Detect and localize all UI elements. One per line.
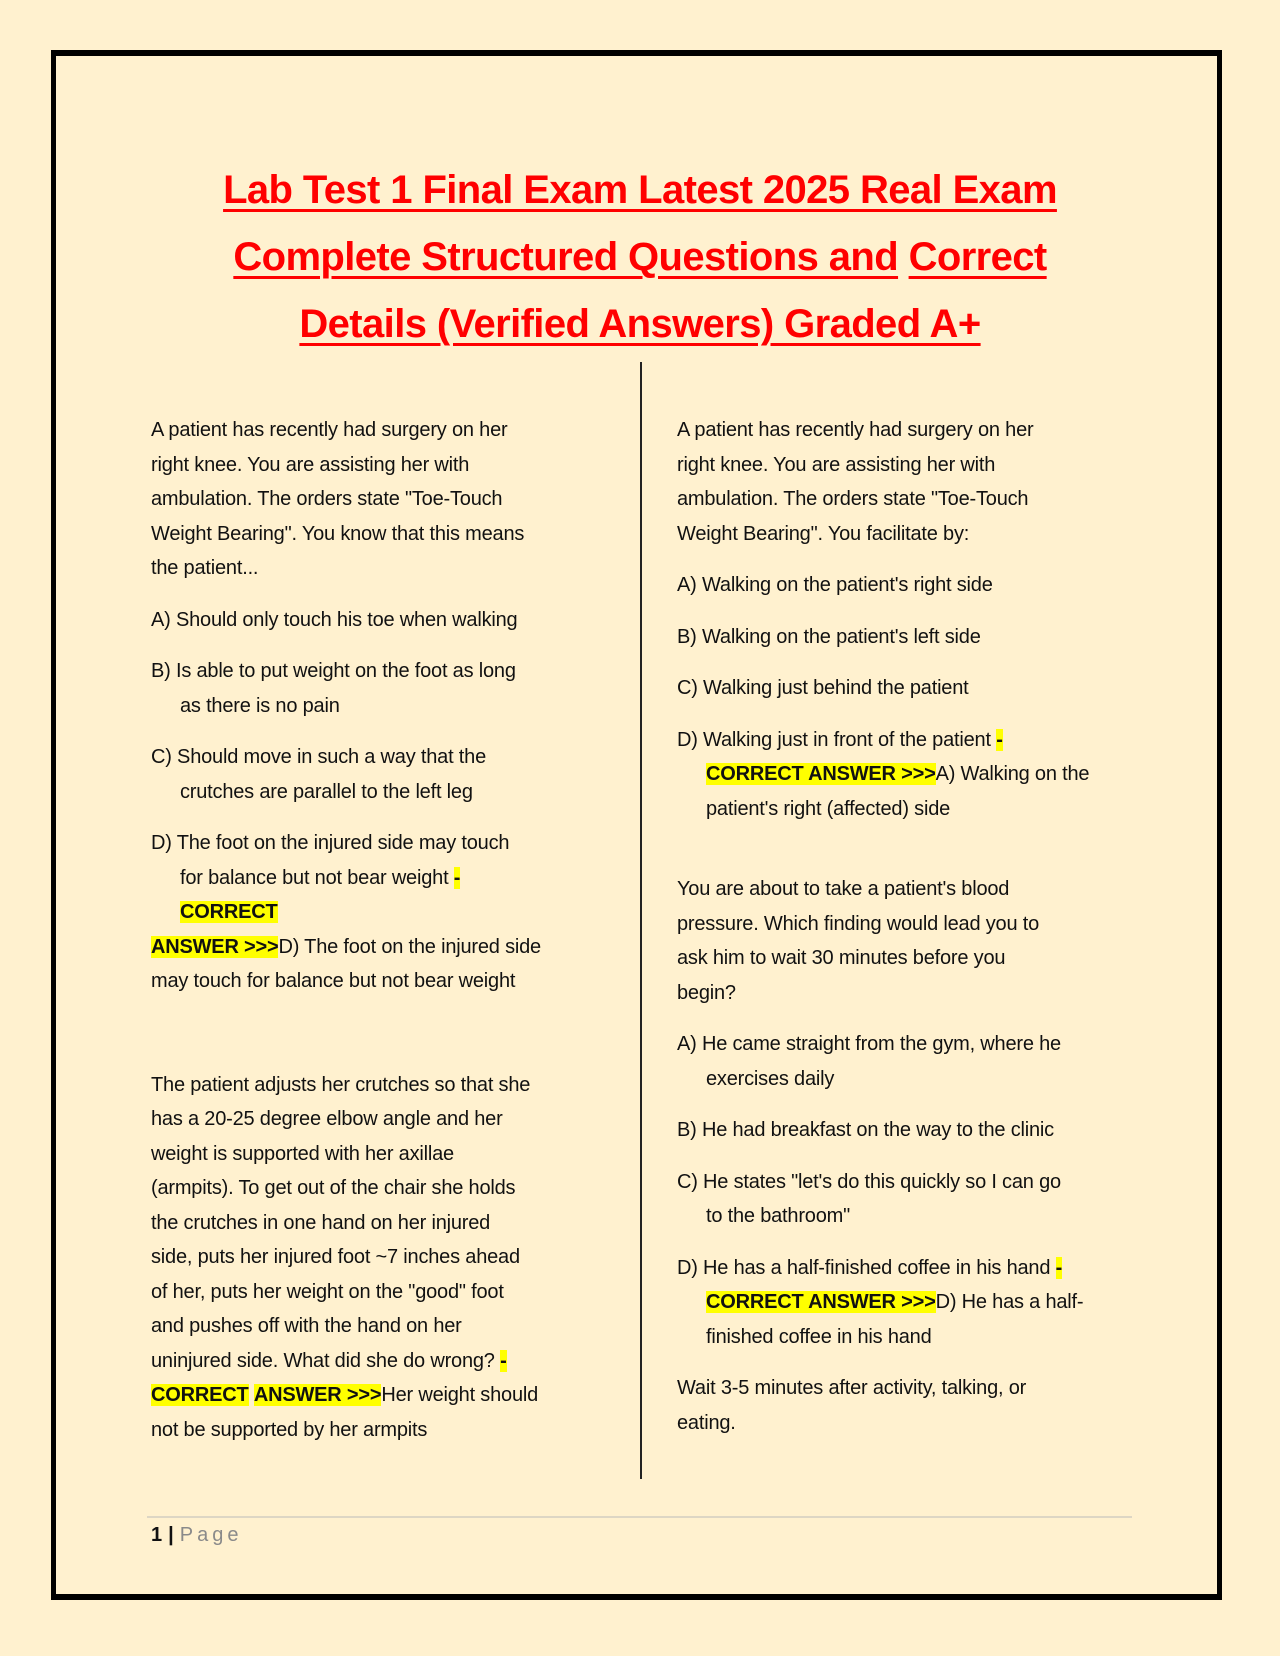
text-line [151, 448, 611, 483]
spacer [677, 843, 1147, 872]
text-line [151, 517, 611, 552]
text-segment: the crutches in one hand on her injured [151, 1211, 491, 1234]
text-segment: C) He states "let's do this quickly so I can go [677, 1170, 1061, 1193]
text-line [151, 895, 611, 930]
text-line [677, 872, 1147, 907]
text-line [677, 1251, 1147, 1286]
title-line [0, 227, 1280, 294]
text-line [151, 964, 611, 999]
text-line [151, 1309, 611, 1344]
text-line [151, 413, 611, 448]
text-segment: side, puts her injured foot ~7 inches ahead [151, 1246, 520, 1268]
title-line [0, 160, 1280, 227]
text-line [677, 723, 1147, 758]
page-label: Page [179, 1524, 243, 1546]
text-line [151, 551, 611, 586]
page-footer [151, 1522, 242, 1548]
text-line [677, 517, 1147, 552]
text-segment: A patient has recently had surgery on her [677, 419, 1034, 441]
answer-option [677, 1113, 1147, 1148]
text-line [151, 1275, 611, 1310]
text-segment: pressure. Which finding would lead you to [677, 912, 1040, 935]
text-line [151, 740, 611, 775]
text-segment: Weight Bearing". You know that this means [151, 522, 525, 545]
text-segment: A) Walking on the [935, 763, 1090, 785]
text-segment: as there is no pain [180, 694, 340, 717]
answer-option [151, 654, 611, 723]
text-segment: D) He has a half-finished coffee in his hand [677, 1256, 1056, 1279]
question-paragraph [677, 872, 1147, 1010]
footer-separator: | [168, 1524, 174, 1546]
text-segment: may touch for balance but not bear weight [151, 970, 516, 992]
answer-option [677, 620, 1147, 655]
correct-answer-highlight: CORRECT [180, 901, 278, 923]
correct-answer-highlight: CORRECT ANSWER >>> [706, 1291, 936, 1313]
text-line [677, 1406, 1147, 1441]
answer-option [151, 740, 611, 809]
text-line [151, 1344, 611, 1379]
correct-answer-highlight: CORRECT ANSWER >>> [706, 763, 936, 785]
answer-option [677, 1165, 1147, 1234]
text-segment: right knee. You are assisting her with [677, 453, 996, 476]
text-line [677, 976, 1147, 1011]
text-segment: Her weight should [381, 1384, 539, 1406]
text-segment: B) He had breakfast on the way to the clinic [677, 1119, 1054, 1141]
text-line [151, 689, 611, 724]
correct-answer-highlight: - [453, 866, 461, 889]
text-segment: patient's right (affected) side [706, 797, 951, 820]
text-line [677, 757, 1147, 792]
text-segment: D) Walking just in front of the patient [677, 728, 997, 751]
text-segment: D) He has a half- [935, 1291, 1084, 1313]
text-line [677, 413, 1147, 448]
text-segment: uninjured side. What did she do wrong? [151, 1349, 501, 1372]
text-segment: Wait 3-5 minutes after activity, talking, or [677, 1377, 1027, 1399]
document-title [0, 160, 1280, 361]
text-line [151, 1102, 611, 1137]
title-text: Details (Verified Answers) Graded A+ [299, 302, 981, 346]
text-line [677, 1113, 1147, 1148]
text-line [151, 1171, 611, 1206]
text-line [677, 482, 1147, 517]
page-number: 1 [151, 1524, 163, 1546]
text-segment: You are about to take a patient's blood [677, 878, 1010, 900]
text-line [151, 1413, 611, 1448]
text-segment: right knee. You are assisting her with [151, 453, 470, 476]
text-segment: The patient adjusts her crutches so that she [151, 1073, 531, 1096]
correct-answer-highlight: ANSWER >>> [253, 1384, 382, 1406]
footer-rule [147, 1516, 1132, 1518]
text-segment: crutches are parallel to the left leg [180, 780, 473, 803]
text-line [151, 603, 611, 638]
title-text: Lab Test 1 Final Exam Latest 2025 Real Exam [223, 168, 1057, 212]
text-segment: the patient... [151, 557, 259, 579]
text-segment: and pushes off with the hand on her [151, 1315, 462, 1337]
text-segment: D) The foot on the injured side may touch [151, 832, 510, 854]
text-segment: (armpits). To get out of the chair she holds [151, 1177, 516, 1199]
text-segment: Weight Bearing". You facilitate by: [677, 522, 970, 545]
text-line [677, 941, 1147, 976]
text-segment: begin? [677, 981, 736, 1004]
text-line [151, 930, 611, 965]
text-segment: to the bathroom" [706, 1205, 850, 1227]
text-line [677, 568, 1147, 603]
text-segment: not be supported by her armpits [151, 1418, 428, 1441]
title-text: Complete Structured Questions and [233, 235, 899, 279]
text-segment: A) Should only touch his toe when walking [151, 608, 518, 631]
text-line [677, 792, 1147, 827]
text-segment: exercises daily [706, 1067, 835, 1090]
text-line [151, 775, 611, 810]
text-line [677, 1371, 1147, 1406]
text-line [677, 1062, 1147, 1097]
text-segment: D) The foot on the injured side [278, 935, 541, 958]
text-line [677, 1320, 1147, 1355]
text-segment: has a 20-25 degree elbow angle and her [151, 1108, 503, 1130]
text-segment: ask him to wait 30 minutes before you [677, 947, 1006, 969]
question-paragraph [151, 1068, 611, 1448]
text-line [151, 654, 611, 689]
column-divider [640, 362, 642, 1479]
text-line [151, 1206, 611, 1241]
text-segment: A) Walking on the patient's right side [677, 574, 993, 596]
text-line [151, 482, 611, 517]
text-segment: weight is supported with her axillae [151, 1142, 454, 1165]
text-line [151, 826, 611, 861]
correct-answer-highlight: - [1055, 1256, 1063, 1279]
correct-answer-highlight: - [996, 728, 1003, 751]
text-line [677, 671, 1147, 706]
text-segment: of her, puts her weight on the "good" foot [151, 1280, 504, 1303]
text-segment: A) He came straight from the gym, where he [677, 1033, 1061, 1055]
title-line [0, 294, 1280, 361]
question-paragraph [151, 413, 611, 586]
answer-option [677, 1027, 1147, 1096]
text-segment: for balance but not bear weight [180, 866, 454, 889]
correct-answer-highlight: CORRECT [151, 1384, 249, 1406]
text-line [151, 1378, 611, 1413]
text-segment: ambulation. The orders state "Toe-Touch [151, 488, 503, 510]
text-segment: B) Walking on the patient's left side [677, 625, 981, 648]
text-line [151, 861, 611, 896]
answer-option [677, 723, 1147, 827]
text-line [677, 907, 1147, 942]
text-line [151, 1137, 611, 1172]
answer-option [151, 603, 611, 638]
question-paragraph [677, 413, 1147, 551]
text-line [677, 1285, 1147, 1320]
text-segment: ambulation. The orders state "Toe-Touch [677, 488, 1029, 510]
answer-option [677, 671, 1147, 706]
text-line [677, 1165, 1147, 1200]
text-line [677, 1027, 1147, 1062]
spacer [151, 1016, 611, 1068]
text-line [151, 1068, 611, 1103]
question-paragraph [677, 1371, 1147, 1440]
text-segment: eating. [677, 1411, 736, 1434]
text-line [151, 1240, 611, 1275]
text-segment: finished coffee in his hand [706, 1325, 932, 1348]
text-segment: A patient has recently had surgery on her [151, 419, 508, 441]
correct-answer-highlight: ANSWER >>> [151, 935, 279, 958]
text-line [677, 620, 1147, 655]
answer-option [151, 826, 611, 999]
answer-option [677, 1251, 1147, 1355]
text-segment: C) Should move in such a way that the [151, 746, 487, 768]
text-line [677, 448, 1147, 483]
text-segment: B) Is able to put weight on the foot as long [151, 660, 516, 682]
text-segment: C) Walking just behind the patient [677, 677, 969, 699]
answer-option [677, 568, 1147, 603]
correct-answer-highlight: - [500, 1349, 507, 1372]
right-column [677, 413, 1147, 1457]
title-text: Correct [908, 235, 1047, 279]
text-line [677, 1199, 1147, 1234]
left-column [151, 413, 611, 1464]
